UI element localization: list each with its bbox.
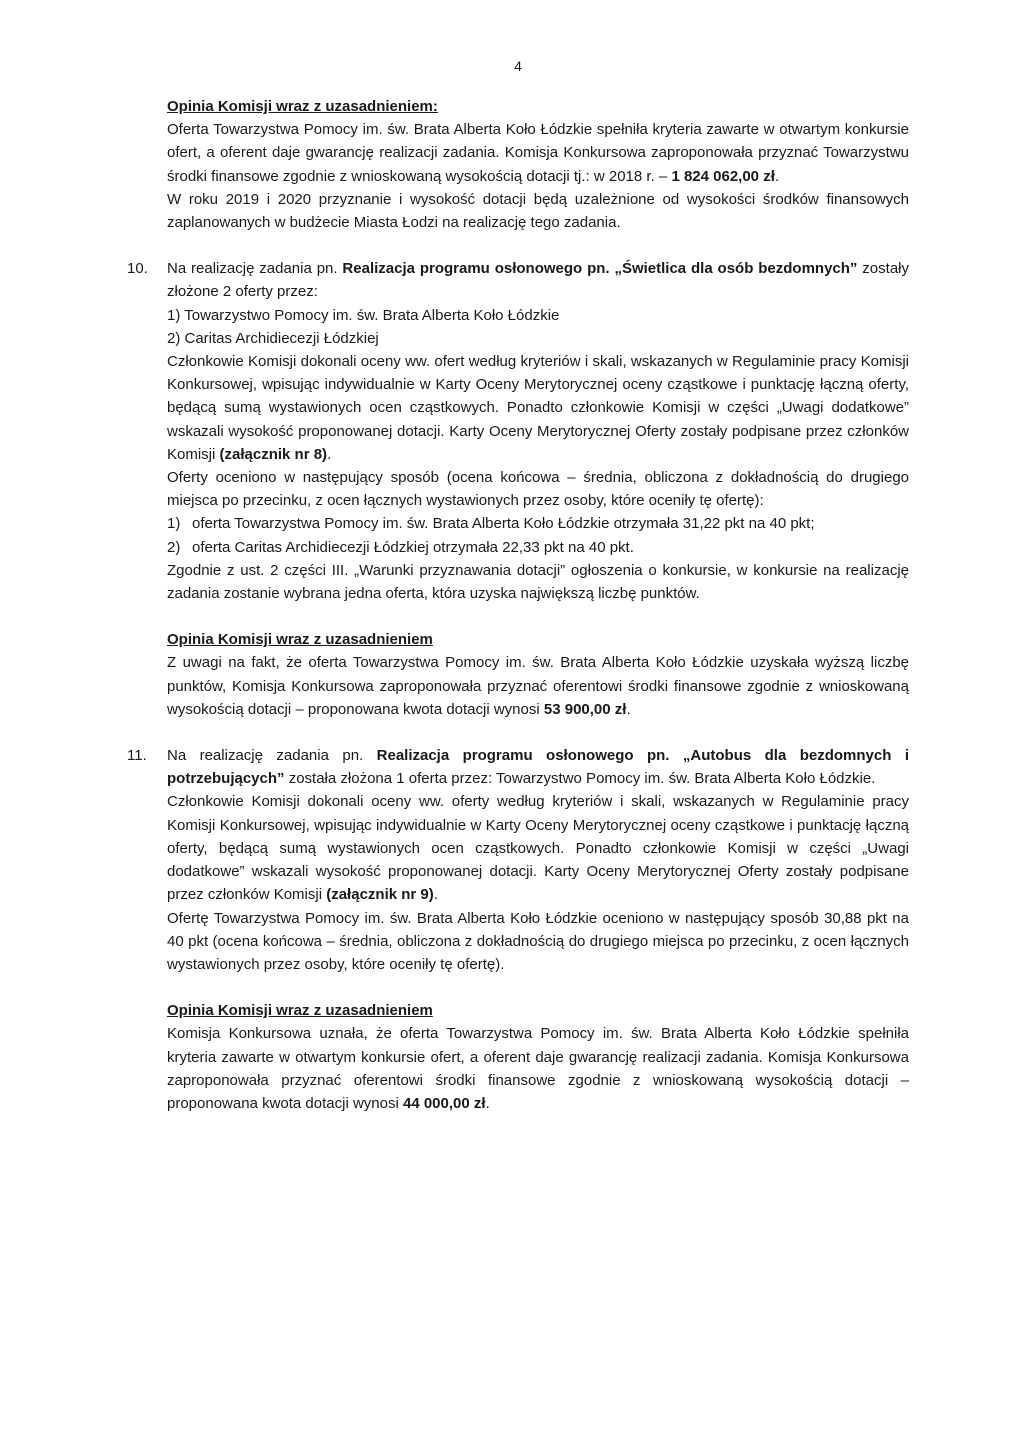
opinion-block-10 [167, 628, 909, 721]
offeror-item: 1) Towarzystwo Pomocy im. św. Brata Alberta Koło Łódzkie [167, 306, 560, 324]
document-body [127, 95, 909, 1115]
opinion-heading: Opinia Komisji wraz z uzasadnieniem: [167, 98, 438, 115]
funding-note: W roku 2019 i 2020 przyznanie i wysokość dotacji będą uzależnione od wysokości środków finansowych zaplanowanych w budżecie Miasta Łodzi na realizację tego zadania. [167, 190, 909, 232]
task-title: Realizacja programu osłonowego pn. „Świetlica dla osób bezdomnych” [342, 260, 858, 278]
intro-text: Na realizację zadania pn. [167, 747, 377, 765]
score-number: 1) [167, 515, 181, 533]
scoring-intro: Oferty oceniono w następujący sposób (ocena końcowa – średnia, obliczona z dokładnością do drugiego miejsca po przecinku, z ocen łącznych wystawionych przez osoby, które oceniły tę ofertę): [167, 469, 909, 510]
grant-amount: 1 824 062,00 zł [671, 167, 775, 185]
opinion-text: Z uwagi na fakt, że oferta Towarzystwa Pomocy im. św. Brata Alberta Koło Łódzkie uzyskała wyższą liczbę punktów, Komisja Konkursowa zaproponowała przyznać oferentowi środki finansowe zgodnie z wnioskowaną wysokością dotacji – proponowana kwota dotacji wynosi [167, 654, 909, 718]
score-item [167, 536, 909, 559]
section-intro [167, 744, 909, 790]
opinion-paragraph [167, 118, 909, 188]
evaluation-paragraph [167, 350, 909, 466]
opinion-paragraph [167, 651, 909, 721]
sentence-end: . [327, 445, 332, 463]
opinion-heading: Opinia Komisji wraz z uzasadnieniem [167, 631, 433, 649]
section-11 [127, 744, 909, 1115]
opinion-paragraph [167, 1022, 909, 1115]
selection-rule: Zgodnie z ust. 2 części III. „Warunki przyznawania dotacji” ogłoszenia o konkursie, w konkursie na realizację zadania zostanie wybrana jedna oferta, która uzyska największą liczbę punktów. [167, 561, 909, 603]
score-number: 2) [167, 538, 181, 556]
score-text: oferta Towarzystwa Pomocy im. św. Brata Alberta Koło Łódzkie otrzymała 31,22 pkt na 40 pkt; [192, 515, 815, 533]
score-text: oferta Caritas Archidiecezji Łódzkiej otrzymała 22,33 pkt na 40 pkt. [192, 538, 634, 556]
sentence-end: . [626, 700, 631, 718]
offeror-item: 2) Caritas Archidiecezji Łódzkiej [167, 329, 379, 347]
score-item [167, 512, 909, 535]
sentence-end: . [485, 1094, 490, 1112]
section-intro [167, 257, 909, 303]
section-number: 10. [127, 260, 148, 278]
evaluation-paragraph [167, 790, 909, 906]
intro-text-end: zostały złożone 2 oferty przez: [167, 260, 909, 301]
score-paragraph: Ofertę Towarzystwa Pomocy im. św. Brata Alberta Koło Łódzkie oceniono w następujący sposób 30,88 pkt na 40 pkt (ocena końcowa – średnia, obliczona z dokładnością do drugiego miejsca po przecinku, z ocen łącznych wystawionych przez osoby, które oceniły tę ofertę). [167, 909, 909, 973]
page-number: 4 [514, 58, 522, 74]
opinion-block-1 [167, 95, 909, 234]
task-title: Realizacja programu osłonowego pn. „Autobus dla bezdomnych i potrzebujących” [167, 747, 909, 788]
section-number: 11. [127, 747, 147, 765]
opinion-text: Komisja Konkursowa uznała, że oferta Towarzystwa Pomocy im. św. Brata Alberta Koło Łódzkie spełniła kryteria zawarte w otwartym konkursie ofert, a oferent daje gwarancję realizacji zadania. Komisja Konkursowa zaproponowała przyznać oferentowi środki finansowe zgodnie z wnioskowaną wysokością dotacji – proponowana kwota dotacji wynosi [167, 1025, 909, 1112]
attachment-reference: (załącznik nr 9) [326, 886, 434, 904]
grant-amount: 53 900,00 zł [543, 700, 627, 718]
intro-text: Na realizację zadania pn. [167, 260, 343, 278]
grant-amount: 44 000,00 zł [402, 1094, 486, 1112]
opinion-heading: Opinia Komisji wraz z uzasadnieniem [167, 1002, 433, 1020]
opinion-text: Oferta Towarzystwa Pomocy im. św. Brata Alberta Koło Łódzkie spełniła kryteria zawarte w otwartym konkursie ofert, a oferent daje gwarancję realizacji zadania. Komisja Konkursowa zaproponowała przyznać Towarzystwu środki finansowe zgodnie z wnioskowaną wysokością dotacji tj.: w 2018 r. – [167, 121, 909, 185]
section-10 [127, 257, 909, 721]
sentence-end: . [774, 167, 780, 185]
opinion-block-11 [167, 999, 909, 1115]
intro-text-end: została złożona 1 oferta przez: Towarzystwo Pomocy im. św. Brata Alberta Koło Łódzkie. [284, 770, 876, 788]
evaluation-text: Członkowie Komisji dokonali oceny ww. ofert według kryteriów i skali, wskazanych w Regulaminie pracy Komisji Konkursowej, wpisując indywidualnie w Karty Oceny Merytorycznej oceny cząstkowe i punktację łączną oferty, będącą sumą wystawionych ocen cząstkowych. Ponadto członkowie Komisji w części „Uwagi dodatkowe” wskazali wysokość proponowanej dotacji. Karty Oceny Merytorycznej Oferty zostały podpisane przez członków Komisji [167, 353, 909, 463]
sentence-end: . [433, 886, 438, 904]
evaluation-text: Członkowie Komisji dokonali oceny ww. oferty według kryteriów i skali, wskazanych w Regulaminie pracy Komisji Konkursowej, wpisując indywidualnie w Karty Oceny Merytorycznej oceny cząstkowe i punktację łączną oferty, będącą sumą wystawionych ocen cząstkowych. Ponadto członkowie Komisji w części „Uwagi dodatkowe” wskazali wysokość proponowanej dotacji. Karty Oceny Merytorycznej Oferty zostały podpisane przez członków Komisji [167, 793, 909, 904]
attachment-reference: (załącznik nr 8) [219, 445, 328, 463]
